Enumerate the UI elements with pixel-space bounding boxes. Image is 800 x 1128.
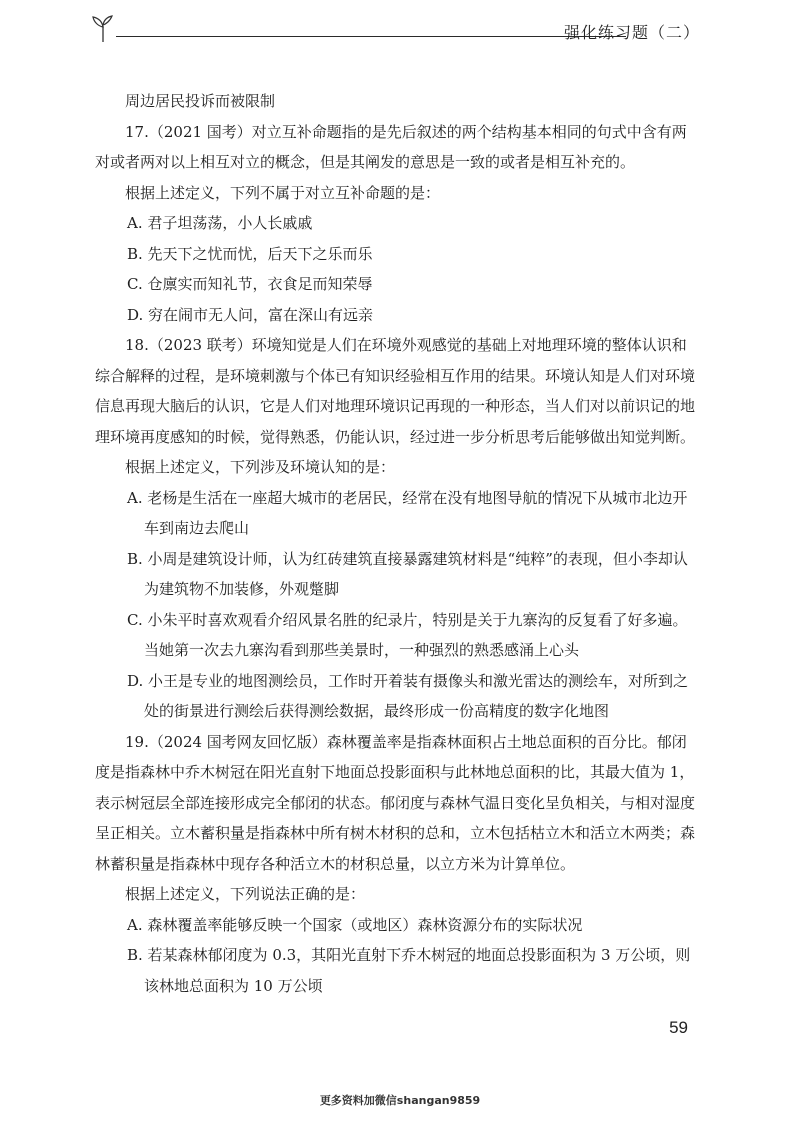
question-17-prompt: 根据上述定义，下列不属于对立互补命题的是： <box>125 183 441 202</box>
page-header <box>90 14 700 46</box>
page-number: 59 <box>669 1018 688 1037</box>
page-content <box>95 86 695 1001</box>
question-18-option-b: B. 小周是建筑设计师，认为红砖建筑直接暴露建筑材料是“纯粹”的表现，但小李却认为建筑物不加装修，外观蹩脚 <box>127 549 688 598</box>
question-19-option-b: B. 若某森林郁闭度为 0.3，其阳光直射下乔木树冠的地面总投影面积为 3 万公顷，则该林地总面积为 10 万公顷 <box>127 946 691 995</box>
question-19-prompt: 根据上述定义，下列说法正确的是： <box>125 885 366 903</box>
carryover-text: 周边居民投诉而被限制 <box>125 92 276 110</box>
section-title: 强化练习题（二） <box>563 23 700 42</box>
question-17-option-d: D. 穷在闹市无人问，富在深山有远亲 <box>127 305 374 324</box>
question-18-stem: 18.（2023 联考）环境知觉是人们在环境外观感觉的基础上对地理环境的整体认识和综合解释的过程，是环境刺激与个体已有知识经验相互作用的结果。环境认知是人们对环境信息再现大脑后的认识，它是人们对地理环境识记再现的一种形态，当人们对以前识记的地理环境再度感知的时候，觉得熟悉，仍能认识，经过进一步分析思考后能够做出知觉判断。 <box>95 336 696 446</box>
question-17-stem: 17.（2021 国考）对立互补命题指的是先后叙述的两个结构基本相同的句式中含有两对或者两对以上相互对立的概念，但是其阐发的意思是一致的或者是相互补充的。 <box>95 122 687 171</box>
question-19-stem: 19.（2024 国考网友回忆版）森林覆盖率是指森林面积占土地总面积的百分比。郁闭度是指森林中乔木树冠在阳光直射下地面总投影面积与此林地总面积的比，其最大值为 1，表示树冠层全部连接形成完全郁闭的状态。郁闭度与森林气温日变化呈负相关，与相对湿度呈正相关。立木蓄积量是指森林中所有树木材积的总和，立木包括枯立木和活立木两类；森林蓄积量是指森林中现存各种活立木的材积总量，以立方米为计算单位。 <box>95 732 696 873</box>
question-17-option-a: A. 君子坦荡荡，小人长戚戚 <box>127 214 313 232</box>
header-rule <box>116 36 626 37</box>
question-17-option-c: C. 仓廪实而知礼节，衣食足而知荣辱 <box>127 275 373 293</box>
question-18-option-d: D. 小王是专业的地图测绘员，工作时开着装有摄像头和激光雷达的测绘车，对所到之处的街景进行测绘后获得测绘数据，最终形成一份高精度的数字化地图 <box>127 671 689 720</box>
question-17-option-b: B. 先天下之忧而忧，后天下之乐而乐 <box>127 244 373 263</box>
question-18-prompt: 根据上述定义，下列涉及环境认知的是： <box>125 458 396 476</box>
question-19-option-a: A. 森林覆盖率能够反映一个国家（或地区）森林资源分布的实际状况 <box>127 915 583 934</box>
footer-note: 更多资料加微信shangan9859 <box>319 1094 481 1107</box>
sprout-icon <box>90 14 116 44</box>
question-18-option-c: C. 小朱平时喜欢观看介绍风景名胜的纪录片，特别是关于九寨沟的反复看了好多遍。当她第一次去九寨沟看到那些美景时，一种强烈的熟悉感涌上心头 <box>127 610 688 659</box>
question-18-option-a: A. 老杨是生活在一座超大城市的老居民，经常在没有地图导航的情况下从城市北边开车到南边去爬山 <box>127 488 688 537</box>
